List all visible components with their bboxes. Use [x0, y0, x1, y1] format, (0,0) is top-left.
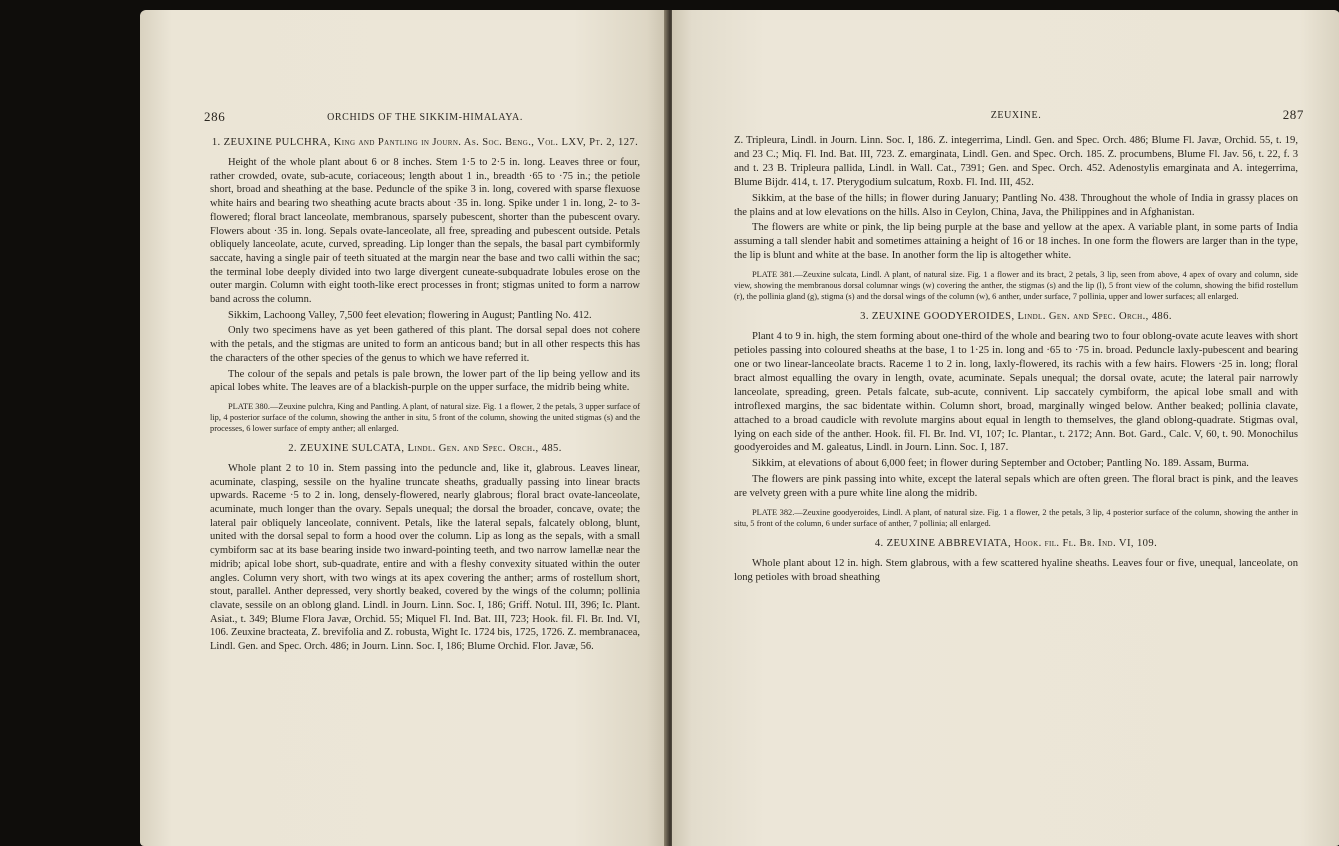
species3-distribution: Sikkim, at elevations of about 6,000 feet; in flower during September and October; Pantling No. 189. Assam, Burma. — [752, 458, 1249, 470]
species2-note: The flowers are white or pink, the lip being purple at the base and yellow at the apex. A variable plant, in some parts of India assuming a tall slender habit and sometimes attaining a height of 16 or 18 inches. In one form the flowers are larger than in the type, the lip is blunt and white at the base. In another form the lip is altogether white. — [734, 222, 1298, 262]
species1-note2: The colour of the sepals and petals is pale brown, the lower part of the lip being yellow and its apical lobes white. The leaves are of a blackish-purple on the upper surface, the midrib being white. — [210, 368, 640, 394]
right-running-title: ZEUXINE. — [990, 110, 1042, 121]
species2-heading: 2. ZEUXINE SULCATA, Lindl. Gen. and Spec. Orch., 485. — [288, 442, 562, 454]
species1-note1: Only two specimens have as yet been gathered of this plant. The dorsal sepal does not cohere with the petals, and the stigmas are united to form an anticous band; but in all other respects this has the characters of the other species of the genus to which we have referred it. — [210, 325, 640, 364]
species2-description: Whole plant 2 to 10 in. Stem passing into the peduncle and, like it, glabrous. Leaves linear, acuminate, clasping, sessile on the hyaline truncate sheaths, gradually passing into linear bracts upwards. Raceme ·5 to 2 in. long, densely-flowered, nearly glabrous; floral bract ovate-lanceolate, acuminate, much longer than the ovary. Sepals unequal; the dorsal the broader, concave, ovate; the lateral pair obliquely lanceolate, connivent. Petals, like the lateral sepals, falcately oblong, blunt, united with the dorsal sepal to form a hood over the column. Lip as long as the sepals, with a small cymbiform sac at its base bearing inside two inward-pointing teeth, and two narrow lamellæ near the midrib; apical lobe short, sub-quadrate, entire and with a fleshy convexity situated within the outer angles. Column very short, with two wings at its apex covering the anther; arms of rostellum short, stout, parallel. Anther depressed, very shortly beaked, covered by the wings of the column; pollinia clavate, sessile on an oblong gland. Lindl. in Journ. Linn. Soc. I, 186; Griff. Notul. III, 396; Ic. Plant. Asiat., t. 349; Blume Flora Javæ, Orchid. 55; Miquel Fl. Ind. Bat. III, 723; Hook. fil. Fl. Br. Ind. VI, 106. Zeuxine bracteata, Z. brevifolia and Z. robusta, Wight Ic. 1724 bis, 1725, 1726. Z. membranacea, Lindl. Gen. and Spec. Orch. 486; in Journ. Linn. Soc. I, 186; Blume Orchid. Flor. Javæ, 56. — [210, 462, 640, 653]
species2-distribution: Sikkim, at the base of the hills; in flower during January; Pantling No. 438. Throughout the whole of India in grassy places on the plains and at low elevations on the hills. Also in Ceylon, China, Java, the Philippines and in Afghanistan. — [734, 192, 1298, 218]
open-book — [140, 10, 1339, 846]
species1-distribution: Sikkim, Lachoong Valley, 7,500 feet elevation; flowering in August; Pantling No. 412. — [228, 309, 592, 321]
right-running-head — [734, 107, 1304, 126]
species1-description: Height of the whole plant about 6 or 8 inches. Stem 1·5 to 2·5 in. long. Leaves three or four, rather crowded, ovate, sub-acute, coriaceous; length about 1 in., breadth ·65 to ·75 in.; the petiole short, broad and sheathing at the base. Peduncle of the spike 3 in. long, covered with sparse flexuose white hairs and bearing two sheathing acute bracts about ·35 in. long. Spike under 1 in. long, 2- to 3-flowered; floral bract lanceolate, membranous, sparsely pubescent, shorter than the pubescent ovary. Flowers about ·35 in. long. Sepals ovate-lanceolate, all free, spreading and pubescent outside. Petals obliquely lanceolate, acute, curved, spreading. Lip longer than the sepals, the basal part cymbiformly saccate, having a single pair of teeth situated at the margin near the base and two calli within the sac; the terminal lobe deeply divided into two large divergent cuneate-subquadrate lobules erose on the outer margin. Column with eight tooth-like erect processes in front; stigmas united to form a narrow band across the column. — [210, 157, 640, 306]
species1-heading: 1. ZEUXINE PULCHRA, King and Pantling in Journ. As. Soc. Beng., Vol. LXV, Pt. 2, 127. — [211, 137, 639, 148]
species2-synonyms: Z. Tripleura, Lindl. in Journ. Linn. Soc. I, 186. Z. integerrima, Lindl. Gen. and Spec. Orch. 486; Blume Fl. Javæ, Orchid. 55, t. 19, and 23 C.; Miq. Fl. Ind. Bat. III, 723. Z. emarginata, Lindl. Gen. and Spec. Orch. 185. Z. procumbens, Blume Fl. Jav. 56, t. 22, f. 3 and t. 23 B. Tripleura pallida, Lindl. in Wall. Cat., 7391; Gen. and Spec. Orch. 452. Adenostylis emarginata and A. integerrima, Blume Bijdr. 414, t. 17. Pterygodium sulcatum, Roxb. Fl. Ind. III, 452. — [734, 135, 1298, 188]
plate-382-caption: PLATE 382.—Zeuxine goodyeroides, Lindl. A plant, of natural size. Fig. 1 a flower, 2 the petals, 3 lip, 4 posterior surface of the column, showing the anther in situ, 5 front of the column, 6 under surface of anther, 7 pollinia; all enlarged. — [734, 508, 1298, 529]
species3-note: The flowers are pink passing into white, except the lateral sepals which are often green. The floral bract is pink, and the leaves are velvety green with a pure white line along the midrib. — [734, 474, 1298, 500]
species3-heading: 3. ZEUXINE GOODYEROIDES, Lindl. Gen. and Spec. Orch., 486. — [860, 311, 1172, 323]
species3-description: Plant 4 to 9 in. high, the stem forming about one-third of the whole and bearing two to four oblong-ovate acute leaves with short petioles passing into coloured sheaths at the base, 1 to 1·25 in. long and ·65 to ·75 in. broad. Peduncle laxly-pubescent and bearing one or two linear-lanceolate bracts. Raceme 1 to 2 in. long, laxly-flowered, its rachis with a few hairs. Flowers ·25 in. long; floral bract almost equalling the ovary in length, ovate, acuminate. Sepals unequal; the dorsal ovate, acute; the lateral pair narrowly lanceolate, spreading, green. Petals falcate, sub-acute, connivent. Lip saccately cymbiform, the apical lobe small and with introflexed margins, the sac bidentate within. Column short, broad, marginally winged below. Anther beaked; pollinia clavate, attached to a broad caudicle with revolute margins about equal in length to themselves, the gland oblong-quadrate. Stigmas oval, lying on each side of the anther. Hook. fil. Fl. Br. Ind. VI, 107; Ic. Plantar., t. 2172; Ann. Bot. Gard., Calc. V, 60, t. 90. Monochilus goodyeroides and M. galeatus, Lindl. in Journ. Linn. Soc. I, 187. — [734, 331, 1298, 454]
species4-heading: 4. ZEUXINE ABBREVIATA, Hook. fil. Fl. Br. Ind. VI, 109. — [874, 538, 1158, 550]
species4-description: Whole plant about 12 in. high. Stem glabrous, with a few scattered hyaline sheaths. Leaves four or five, unequal, lanceolate, on long petioles with broad sheathing — [734, 558, 1298, 583]
right-page — [672, 10, 1339, 846]
right-page-number: 287 — [1282, 107, 1304, 122]
left-page-number: 286 — [204, 109, 226, 124]
plate-380-caption: PLATE 380.—Zeuxine pulchra, King and Pantling. A plant, of natural size. Fig. 1 a flower, 2 the petals, 3 upper surface of lip, 4 posterior surface of the column, showing the anther in situ, 5 front of the column, showing the united stigmas (s) and the processes, 6 lower surface of empty anther; all enlarged. — [210, 401, 640, 433]
left-running-title: ORCHIDS OF THE SIKKIM-HIMALAYA. — [327, 112, 523, 123]
left-page — [140, 10, 668, 846]
plate-381-caption: PLATE 381.—Zeuxine sulcata, Lindl. A plant, of natural size. Fig. 1 a flower and its bract, 2 petals, 3 lip, seen from above, 4 apex of ovary and column, side view, showing the membranous dorsal columnar wings (w) covering the anther, the stigmas (s) and the lip (l), 5 front view of the column, showing the bifid rostellum (r), the pollinia gland (g), stigma (s) and the dorsal wings of the column (w), 6 anther, under surface, 7 pollinia, upper and lower surfaces; all enlarged. — [734, 270, 1298, 302]
left-running-head — [204, 109, 640, 128]
